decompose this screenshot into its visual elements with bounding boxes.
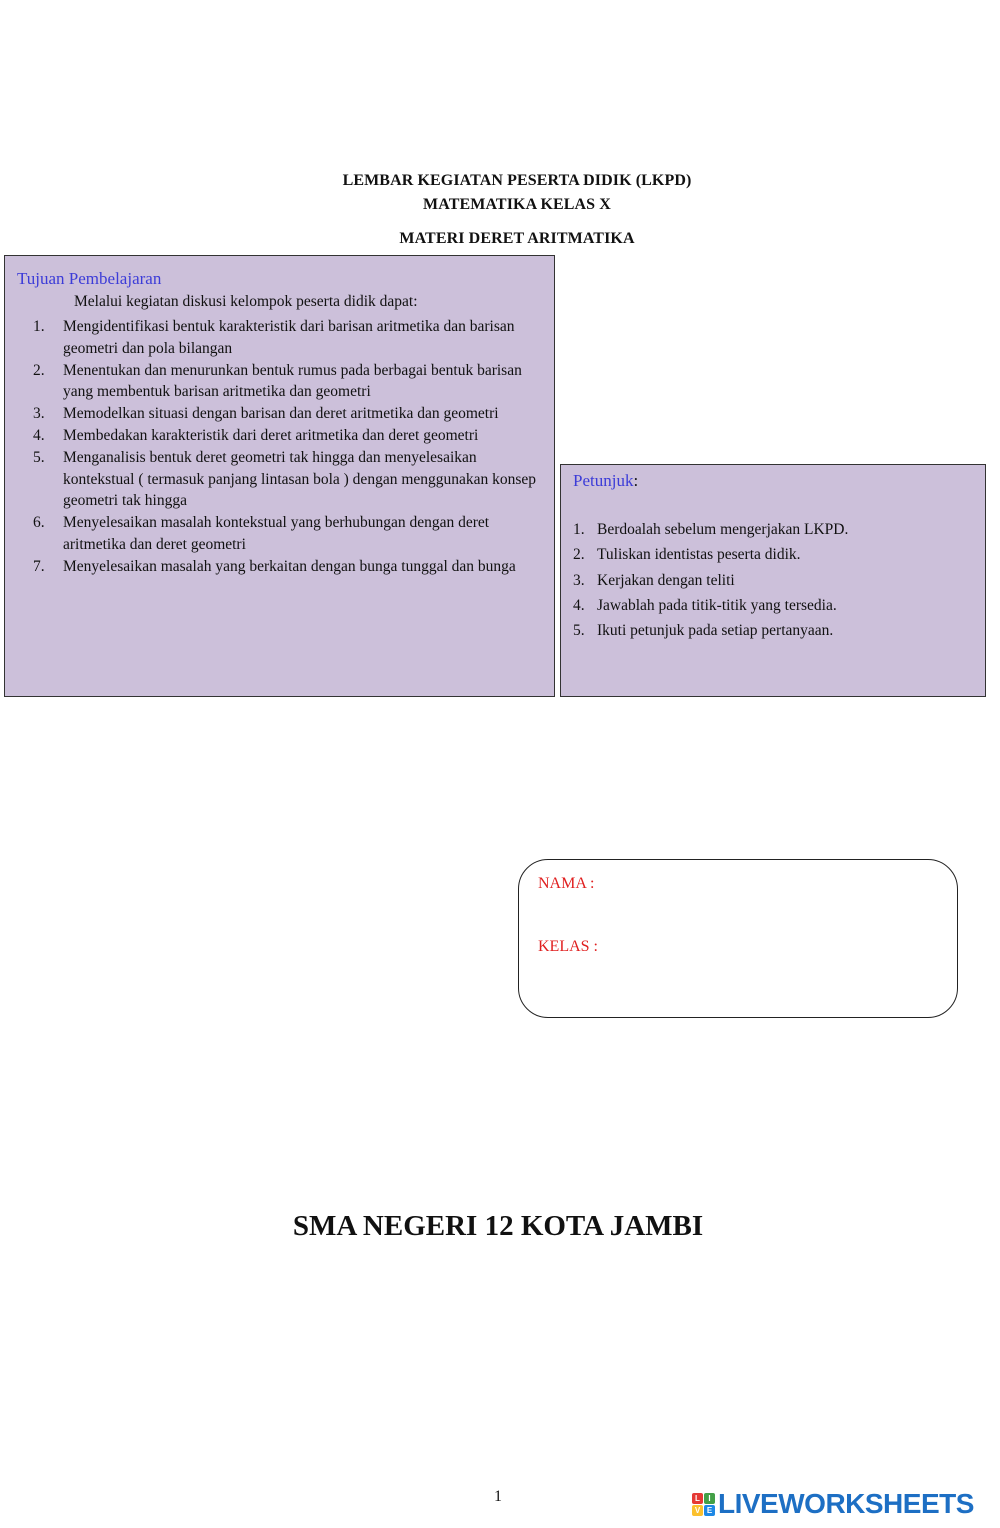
instruction-text: Jawablah pada titik-titik yang tersedia.: [597, 596, 837, 614]
instruction-item: [561, 621, 981, 646]
instructions-title-text: Petunjuk: [573, 471, 634, 490]
objective-item: [5, 316, 550, 360]
instruction-item: [561, 545, 981, 570]
objective-text: Memodelkan situasi dengan barisan dan deret aritmetika dan geometri: [63, 405, 499, 423]
objective-number: 7.: [33, 557, 45, 575]
learning-objectives-box: [4, 255, 555, 697]
material-title: MATERI DERET ARITMATIKA: [399, 230, 635, 247]
instruction-item: [561, 520, 981, 545]
instruction-item: [561, 571, 981, 596]
logo-tile-icon: E: [704, 1505, 715, 1516]
learning-objectives-title: Tujuan Pembelajaran: [17, 269, 162, 288]
learning-objectives-intro: Melalui kegiatan diskusi kelompok peserta didik dapat:: [74, 293, 418, 310]
liveworksheets-logo: [692, 1487, 974, 1521]
logo-tile-icon: V: [692, 1505, 703, 1516]
objective-text: Menyelesaikan masalah yang berkaitan dengan bunga tunggal dan bunga: [63, 557, 516, 575]
objective-text: Menyelesaikan masalah kontekstual yang berhubungan dengan deret aritmetika dan deret geometri: [63, 514, 490, 553]
objective-item: [5, 556, 550, 578]
liveworksheets-icon: [692, 1493, 715, 1516]
instruction-number: 2.: [573, 546, 585, 564]
instructions-list: [561, 520, 981, 646]
objective-item: [5, 447, 550, 512]
subject-title: MATEMATIKA KELAS X: [423, 196, 611, 213]
instruction-text: Tuliskan identistas peserta didik.: [597, 546, 801, 564]
instruction-number: 5.: [573, 622, 585, 640]
instruction-number: 3.: [573, 571, 585, 589]
objective-item: [5, 403, 550, 425]
logo-tile-icon: L: [692, 1493, 703, 1504]
objective-number: 6.: [33, 514, 45, 532]
school-name: SMA NEGERI 12 KOTA JAMBI: [292, 1210, 704, 1242]
instructions-title-colon: :: [633, 471, 639, 490]
logo-tile-icon: I: [704, 1493, 715, 1504]
objective-text: Mengidentifikasi bentuk karakteristik dari barisan aritmetika dan barisan geometri dan pola bilangan: [63, 318, 515, 357]
instruction-text: Kerjakan dengan teliti: [597, 571, 735, 589]
objective-text: Menentukan dan menurunkan bentuk rumus pada berbagai bentuk barisan yang membentuk barisan aritmetika dan geometri: [63, 361, 522, 401]
objective-item: [5, 512, 550, 556]
instruction-number: 4.: [573, 596, 585, 614]
objective-number: 1.: [33, 318, 45, 335]
student-identity-box: [518, 859, 958, 1018]
instruction-text: Berdoalah sebelum mengerjakan LKPD.: [597, 521, 849, 538]
objective-item: [5, 425, 550, 447]
liveworksheets-wordmark: LIVEWORKSHEETS: [718, 1488, 974, 1519]
instruction-text: Ikuti petunjuk pada setiap pertanyaan.: [597, 622, 834, 640]
instruction-number: 1.: [573, 521, 585, 538]
class-field[interactable]: KELAS :: [538, 938, 598, 955]
instructions-title: [573, 471, 638, 491]
learning-objectives-list: [5, 316, 550, 578]
page-number: 1: [494, 1488, 502, 1505]
objective-number: 2.: [33, 361, 45, 379]
objective-number: 4.: [33, 426, 45, 444]
objective-text: Menganalisis bentuk deret geometri tak hingga dan menyelesaikan kontekstual ( termasuk panjang lintasan bola ) dengan menggunakan konsep geometri tak hingga: [63, 448, 537, 510]
instructions-box: [560, 464, 986, 697]
objective-number: 3.: [33, 405, 45, 423]
objective-number: 5.: [33, 448, 45, 466]
objective-text: Membedakan karakteristik dari deret aritmetika dan deret geometri: [63, 426, 479, 444]
name-field[interactable]: NAMA :: [538, 875, 595, 892]
worksheet-title: LEMBAR KEGIATAN PESERTA DIDIK (LKPD): [342, 172, 692, 189]
objective-item: [5, 360, 550, 404]
instruction-item: [561, 596, 981, 621]
